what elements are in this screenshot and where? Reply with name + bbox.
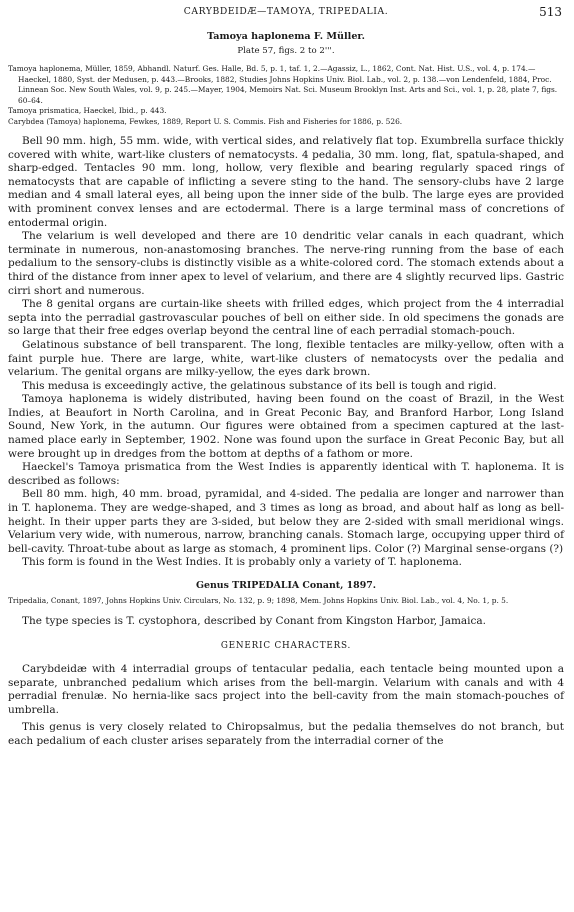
paragraph: This medusa is exceedingly active, the gelatinous substance of its bell is tough and rigid. [22, 379, 497, 392]
section-heading: GENERIC CHARACTERS. [220, 641, 352, 652]
genus-title: Genus TRIPEDALIA Conant, 1897. [195, 580, 377, 591]
page-number: 513 [539, 5, 562, 19]
plate-reference: Plate 57, figs. 2 to 2'''. [237, 46, 335, 56]
paragraph: Bell 90 mm. high, 55 mm. wide, with vertical sides, and relatively flat top. Exumbrella surface thickly covered with white, wart-like clusters of nematocysts. 4 pedalia, 30 mm. long, flat, spatula-shaped, and sharp-edged. Tentacles 90 mm. long, hollow, very flexible and bearing regularly spaced rings of nematocysts that are capable of inflicting a severe sting to the hand. The sensory-clubs have 2 large median and 4 small lateral eyes, all being upon the inner side of the bulb. The large eyes are provided with prominent convex lenses and are ectodermal. There is a large terminal mass of concretions of entodermal origin. [8, 135, 564, 229]
synonymy-entry: Carybdea (Tamoya) haplonema, Fewkes, 1889, Report U. S. Commis. Fish and Fisheries for 1886, p. 526. [8, 116, 403, 126]
synonymy-entry: Tripedalia, Conant, 1897, Johns Hopkins Univ. Circulars, No. 132, p. 9; 1898, Mem. Johns Hopkins Univ. Biol. Lab., vol. 4, No. 1, p. 5. [8, 596, 509, 605]
generic-characters [8, 663, 564, 749]
paragraph: Haeckel's Tamoya prismatica from the West Indies is apparently identical with T. haplonema. It is described as follows: [8, 461, 564, 487]
type-species-paragraph: The type species is T. cystophora, described by Conant from Kingston Harbor, Jamaica. [22, 614, 487, 627]
running-header [8, 4, 564, 20]
paragraph: This genus is very closely related to Chiropsalmus, but the pedalia themselves do not branch, but each pedalium of each cluster arises separately from the interradial corner of the [8, 721, 564, 748]
paragraph: Tamoya haplonema is widely distributed, having been found on the coast of Brazil, in the West Indies, at Beaufort in North Carolina, and in Great Peconic Bay, and Branford Harbor, Long Island Sound, New York, in the autumn. Our figures were obtained from a specimen captured at the last-named place early in September, 1902. None was found upon the surface in Great Peconic Bay, but all were brought up in dredges from the bottom at depths of a fathom or more. [8, 393, 564, 460]
paragraph: Bell 80 mm. high, 40 mm. broad, pyramidal, and 4-sided. The pedalia are longer and narrower than in T. haplonema. They are wedge-shaped, and 3 times as long as broad, and about half as long as bell-height. In their upper parts they are 3-sided, but below they are 2-sided with small meridional wings. Velarium very wide, with numerous, narrow, branching canals. Stomach large, occupying upper third of bell-cavity. Throat-tube about as large as stomach, 4 prominent lips. Color (?) Marginal sense-organs (?) [8, 488, 564, 555]
synonymy-block [8, 64, 564, 127]
synonymy-entry: Tamoya haplonema, Müller, 1859, Abhandl. Naturf. Ges. Halle, Bd. 5, p. 1, taf. 1, 2.—Agassiz, L., 1862, Cont. Nat. Hist. U.S., vol. 4, p. 174.—Haeckel, 1880, Syst. der Medusen, p. 443.—Brooks, 1882, Studies Johns Hopkins Univ. Biol. Lab., vol. 2, p. 138.—von Lendenfeld, 1884, Proc. Linnean Soc. New South Wales, vol. 9, p. 245.—Mayer, 1904, Memoirs Nat. Sci. Museum Brooklyn Inst. Arts and Sci., vol. 1, p. 28, plate 7, figs. 60–64. [8, 64, 558, 105]
paragraph: Gelatinous substance of bell transparent. The long, flexible tentacles are milky-yellow, often with a faint purple hue. There are large, white, wart-like clusters of nematocysts over the pedalia and velarium. The genital organs are milky-yellow, the eyes dark brown. [8, 338, 564, 379]
paragraph: Carybdeidæ with 4 interradial groups of tentacular pedalia, each tentacle being mounted upon a separate, unbranched pedalium which arises from the bell-margin. Velarium with canals and with 4 perradial frenulæ. No hernia-like sacs project into the bell-cavity from the main stomach-pouches of umbrella. [8, 663, 564, 716]
species-description [8, 135, 564, 570]
species-title: Tamoya haplonema F. Müller. [207, 31, 365, 42]
paragraph: This form is found in the West Indies. It is probably only a variety of T. haplonema. [22, 556, 463, 569]
paragraph: The velarium is well developed and there are 10 dendritic velar canals in each quadrant, which terminate in numerous, non-anastomosing branches. The nerve-ring running from the base of each pedalium to the sensory-clubs is distinctly visible as a white-colored cord. The stomach extends about a third of the distance from inner apex to level of velarium, and there are 4 slightly recurved lips. Gastric cirri short and numerous. [8, 230, 564, 297]
genus-synonymy [8, 596, 564, 607]
running-title: CARYBDEIDÆ—TAMOYA, TRIPEDALIA. [183, 6, 389, 17]
synonymy-entry: Tamoya prismatica, Haeckel, Ibid., p. 443. [8, 106, 167, 115]
paragraph: The 8 genital organs are curtain-like sheets with frilled edges, which project from the 4 interradial septa into the perradial gastrovascular pouches of bell on either side. In old specimens the gonads are so large that their free edges overlap beyond the central line of each perradial stomach-pouch. [8, 298, 564, 338]
type-species-block [8, 615, 564, 629]
